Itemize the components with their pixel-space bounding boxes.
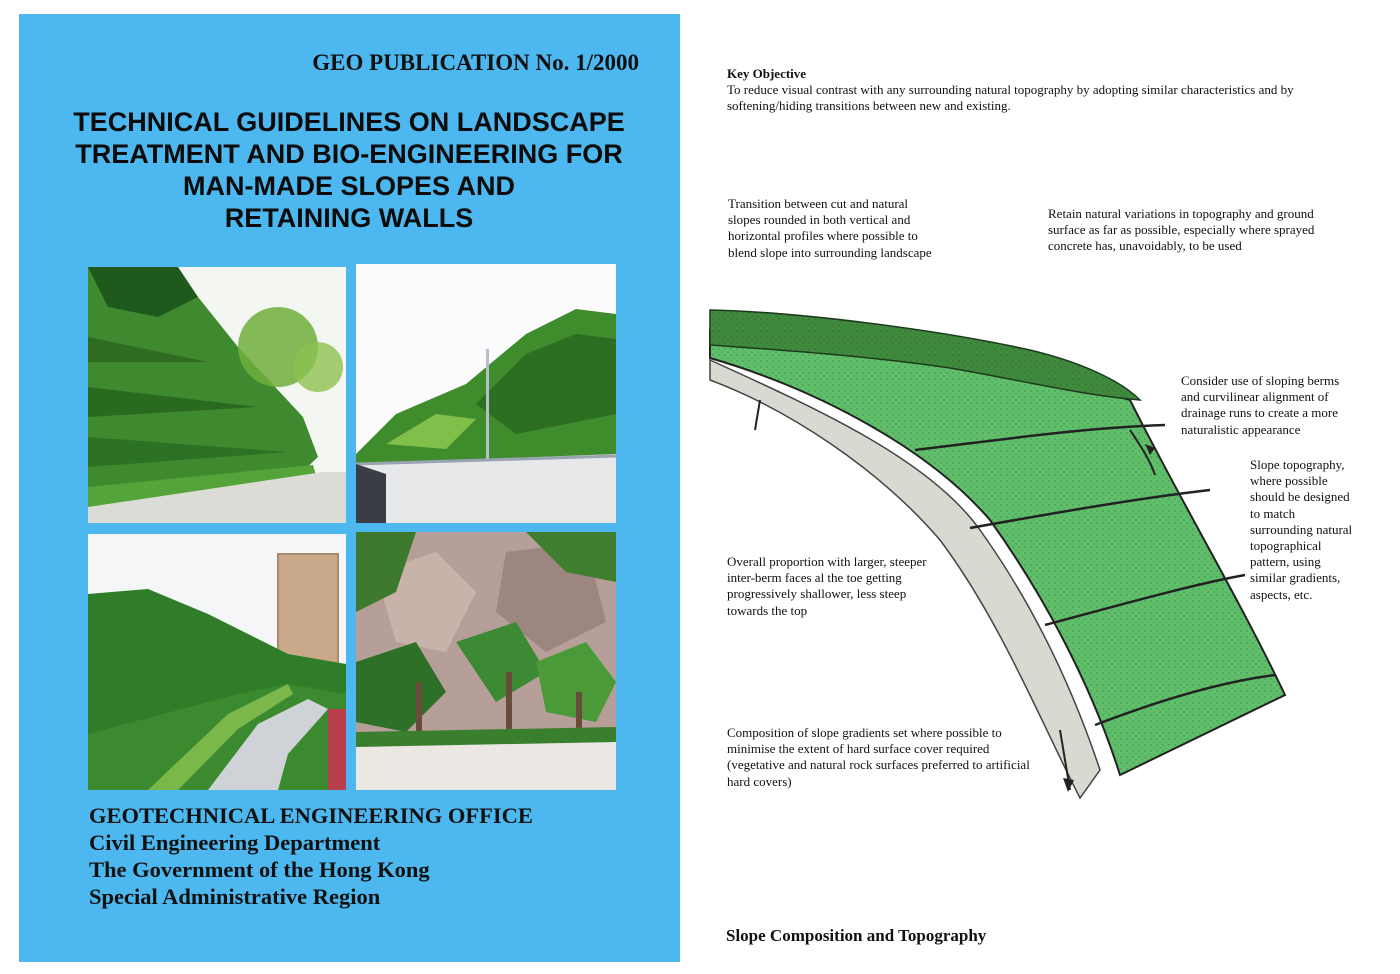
note-overall-proportion: Overall proportion with larger, steeper inter-berm faces al the toe getting progressively shallower, less steep towards the top: [727, 554, 927, 618]
publication-cover: [19, 14, 680, 962]
note-sloping-berms: Consider use of sloping berms and curvilinear alignment of drainage runs to create a more naturalistic appearance: [1181, 373, 1340, 437]
cover-title-line: RETAINING WALLS: [224, 203, 474, 233]
photo-highway-slopes: [88, 534, 346, 790]
photo-rock-face-palms: [356, 532, 616, 790]
office-line: The Government of the Hong Kong: [89, 857, 430, 882]
cover-photo-grid: [85, 264, 617, 792]
cover-title: [39, 106, 659, 234]
photo-terraced-wall: [88, 267, 346, 523]
publisher-office: [89, 802, 669, 910]
office-line: Civil Engineering Department: [89, 830, 381, 855]
note-slope-topography: Slope topography, where possible should be designed to match surrounding natural topographical pattern, using similar gradients, aspects, etc.: [1250, 457, 1353, 602]
figure-caption: Slope Composition and Topography: [726, 926, 987, 945]
key-objective: [727, 66, 1367, 114]
office-line: GEOTECHNICAL ENGINEERING OFFICE: [89, 803, 533, 828]
arrow-head: [1063, 778, 1074, 792]
cover-title-line: TREATMENT AND BIO-ENGINEERING FOR: [75, 139, 623, 169]
slope-diagram: [700, 300, 1300, 800]
arrow-crest: [755, 400, 760, 430]
note-transition: Transition between cut and natural slopes rounded in both vertical and horizontal profiles where possible to blend slope into surrounding landscape: [728, 196, 932, 260]
key-objective-text: To reduce visual contrast with any surrounding natural topography by adopting similar characteristics and by softening/hiding transitions between new and existing.: [727, 82, 1294, 113]
cover-title-line: TECHNICAL GUIDELINES ON LANDSCAPE: [73, 107, 625, 137]
photo-hillside-road: [356, 264, 616, 523]
cover-title-line: MAN-MADE SLOPES AND: [182, 171, 515, 201]
office-line: Special Administrative Region: [89, 884, 381, 909]
key-objective-heading: Key Objective: [727, 66, 807, 81]
publication-number: GEO PUBLICATION No. 1/2000: [312, 50, 639, 75]
note-slope-composition: Composition of slope gradients set where possible to minimise the extent of hard surface cover required (vegetative and natural rock surfaces preferred to artificial hard covers): [727, 725, 1030, 789]
note-retain-variations: Retain natural variations in topography and ground surface as far as possible, especially where sprayed concrete has, unavoidably, to be used: [1048, 206, 1315, 254]
